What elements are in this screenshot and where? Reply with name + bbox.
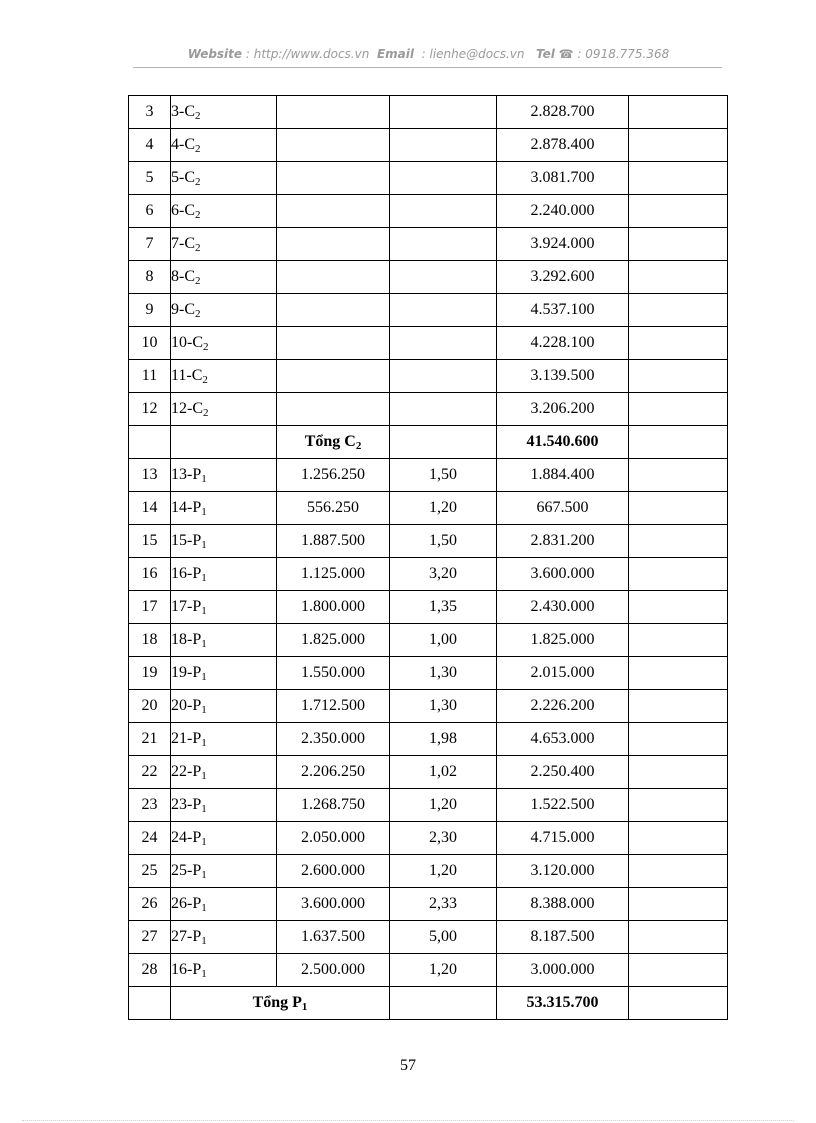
row-note	[629, 261, 728, 294]
row-coefficient: 1,50	[390, 459, 497, 492]
table-row	[129, 954, 728, 987]
row-code	[171, 525, 277, 558]
total-c2-label	[277, 426, 390, 459]
row-code	[171, 360, 277, 393]
row-code	[171, 888, 277, 921]
row-code	[171, 195, 277, 228]
row-code	[171, 756, 277, 789]
table-row	[129, 888, 728, 921]
row-coefficient: 1,98	[390, 723, 497, 756]
row-code	[171, 657, 277, 690]
row-coefficient	[390, 360, 497, 393]
table-row	[129, 756, 728, 789]
row-note	[629, 756, 728, 789]
empty-cell	[629, 426, 728, 459]
code-text: 23-P	[171, 796, 202, 813]
row-value: 3.292.600	[497, 261, 629, 294]
empty-cell	[390, 987, 497, 1020]
row-note	[629, 327, 728, 360]
row-number: 23	[129, 789, 171, 822]
row-note	[629, 360, 728, 393]
row-code	[171, 789, 277, 822]
table-row	[129, 591, 728, 624]
code-text: 5-C	[171, 169, 195, 186]
empty-cell	[171, 426, 277, 459]
row-number: 15	[129, 525, 171, 558]
table-row	[129, 360, 728, 393]
row-number: 10	[129, 327, 171, 360]
code-subscript: 1	[201, 968, 207, 980]
row-note	[629, 855, 728, 888]
total-p1-label	[171, 987, 390, 1020]
row-number: 18	[129, 624, 171, 657]
row-amount: 2.206.250	[277, 756, 390, 789]
code-text: 7-C	[171, 235, 195, 252]
row-note	[629, 723, 728, 756]
code-text: 27-P	[171, 928, 202, 945]
tel-value: : 0918.775.368	[577, 47, 670, 61]
row-value: 1.825.000	[497, 624, 629, 657]
row-number: 12	[129, 393, 171, 426]
row-code	[171, 921, 277, 954]
code-subscript: 1	[201, 869, 207, 881]
row-coefficient: 1,20	[390, 492, 497, 525]
row-note	[629, 954, 728, 987]
row-number: 5	[129, 162, 171, 195]
page-header	[136, 47, 721, 61]
code-subscript: 1	[201, 902, 207, 914]
row-number: 4	[129, 129, 171, 162]
table-row	[129, 459, 728, 492]
code-subscript: 1	[201, 737, 207, 749]
code-text: 8-C	[171, 268, 195, 285]
row-amount	[277, 129, 390, 162]
total-p1-value: 53.315.700	[497, 987, 629, 1020]
code-text: 25-P	[171, 862, 202, 879]
row-note	[629, 96, 728, 129]
code-subscript: 1	[201, 836, 207, 848]
table-row	[129, 855, 728, 888]
code-subscript: 1	[201, 572, 207, 584]
row-amount	[277, 228, 390, 261]
row-value: 4.537.100	[497, 294, 629, 327]
row-coefficient	[390, 393, 497, 426]
code-subscript: 1	[201, 638, 207, 650]
row-note	[629, 195, 728, 228]
row-code	[171, 129, 277, 162]
row-code	[171, 228, 277, 261]
phone-icon: ☎	[558, 47, 574, 61]
row-value: 2.430.000	[497, 591, 629, 624]
row-amount: 2.500.000	[277, 954, 390, 987]
total-c2-value: 41.540.600	[497, 426, 629, 459]
row-value: 3.139.500	[497, 360, 629, 393]
row-coefficient: 2,30	[390, 822, 497, 855]
website-label: Website	[187, 47, 243, 61]
table-row	[129, 690, 728, 723]
empty-cell	[129, 987, 171, 1020]
row-amount	[277, 162, 390, 195]
code-subscript: 2	[195, 275, 201, 287]
code-text: 20-P	[171, 697, 202, 714]
row-value: 4.228.100	[497, 327, 629, 360]
row-amount: 1.800.000	[277, 591, 390, 624]
row-code	[171, 690, 277, 723]
row-note	[629, 657, 728, 690]
row-note	[629, 921, 728, 954]
table-row	[129, 393, 728, 426]
row-coefficient: 1,02	[390, 756, 497, 789]
row-number: 17	[129, 591, 171, 624]
total-row-p1	[129, 987, 728, 1020]
row-amount: 2.350.000	[277, 723, 390, 756]
page-number: 57	[400, 1057, 416, 1074]
code-text: 3-C	[171, 103, 195, 120]
row-number: 14	[129, 492, 171, 525]
row-amount: 1.712.500	[277, 690, 390, 723]
row-number: 24	[129, 822, 171, 855]
empty-cell	[629, 987, 728, 1020]
row-amount: 2.600.000	[277, 855, 390, 888]
table-row	[129, 129, 728, 162]
table-row	[129, 162, 728, 195]
code-text: 18-P	[171, 631, 202, 648]
row-coefficient: 1,20	[390, 954, 497, 987]
email-value: : lienhe@docs.vn	[421, 47, 525, 61]
table-row	[129, 921, 728, 954]
row-coefficient	[390, 162, 497, 195]
row-note	[629, 690, 728, 723]
row-code	[171, 261, 277, 294]
total-row-c2	[129, 426, 728, 459]
row-value: 667.500	[497, 492, 629, 525]
total-label-text: Tổng P	[252, 994, 302, 1011]
row-amount: 1.256.250	[277, 459, 390, 492]
row-value: 3.000.000	[497, 954, 629, 987]
row-code	[171, 294, 277, 327]
row-number: 9	[129, 294, 171, 327]
code-subscript: 1	[201, 803, 207, 815]
row-amount: 1.637.500	[277, 921, 390, 954]
code-subscript: 2	[195, 209, 201, 221]
table-row	[129, 327, 728, 360]
row-value: 8.388.000	[497, 888, 629, 921]
table-row	[129, 294, 728, 327]
row-value: 4.715.000	[497, 822, 629, 855]
table-row	[129, 789, 728, 822]
header-divider	[133, 67, 722, 68]
code-text: 21-P	[171, 730, 202, 747]
row-number: 22	[129, 756, 171, 789]
code-text: 17-P	[171, 598, 202, 615]
row-number: 3	[129, 96, 171, 129]
code-text: 4-C	[171, 136, 195, 153]
code-text: 14-P	[171, 499, 202, 516]
row-value: 2.015.000	[497, 657, 629, 690]
code-subscript: 2	[195, 110, 201, 122]
code-subscript: 1	[201, 935, 207, 947]
empty-cell	[390, 426, 497, 459]
row-coefficient: 1,20	[390, 789, 497, 822]
row-value: 2.828.700	[497, 96, 629, 129]
code-text: 11-C	[171, 367, 203, 384]
table-row	[129, 822, 728, 855]
row-number: 27	[129, 921, 171, 954]
row-value: 3.206.200	[497, 393, 629, 426]
row-coefficient	[390, 96, 497, 129]
table-row	[129, 261, 728, 294]
table-row	[129, 624, 728, 657]
empty-cell	[129, 426, 171, 459]
row-amount: 1.825.000	[277, 624, 390, 657]
row-coefficient	[390, 195, 497, 228]
total-label-subscript: 1	[301, 1001, 308, 1013]
row-value: 2.831.200	[497, 525, 629, 558]
website-value: : http://www.docs.vn	[245, 47, 370, 61]
row-code	[171, 822, 277, 855]
row-value: 1.884.400	[497, 459, 629, 492]
row-note	[629, 624, 728, 657]
row-amount: 1.125.000	[277, 558, 390, 591]
row-value: 4.653.000	[497, 723, 629, 756]
row-coefficient: 5,00	[390, 921, 497, 954]
row-note	[629, 591, 728, 624]
row-code	[171, 624, 277, 657]
code-text: 15-P	[171, 532, 202, 549]
row-coefficient: 1,20	[390, 855, 497, 888]
row-number: 21	[129, 723, 171, 756]
table-row	[129, 228, 728, 261]
row-coefficient: 1,30	[390, 690, 497, 723]
row-coefficient: 1,50	[390, 525, 497, 558]
code-text: 19-P	[171, 664, 202, 681]
code-text: 9-C	[171, 301, 195, 318]
code-text: 10-C	[171, 334, 203, 351]
code-text: 24-P	[171, 829, 202, 846]
code-subscript: 2	[195, 176, 201, 188]
total-label-subscript: 2	[355, 440, 362, 452]
row-coefficient	[390, 129, 497, 162]
row-coefficient: 2,33	[390, 888, 497, 921]
tel-label: Tel	[535, 47, 555, 61]
code-subscript: 2	[195, 143, 201, 155]
row-coefficient	[390, 294, 497, 327]
table-row	[129, 492, 728, 525]
row-coefficient: 1,35	[390, 591, 497, 624]
row-coefficient	[390, 261, 497, 294]
row-code	[171, 162, 277, 195]
row-note	[629, 525, 728, 558]
code-subscript: 1	[201, 473, 207, 485]
row-note	[629, 492, 728, 525]
row-code	[171, 723, 277, 756]
row-code	[171, 492, 277, 525]
code-subscript: 1	[201, 506, 207, 518]
row-coefficient: 1,30	[390, 657, 497, 690]
row-note	[629, 558, 728, 591]
row-note	[629, 228, 728, 261]
row-coefficient: 1,00	[390, 624, 497, 657]
row-value: 1.522.500	[497, 789, 629, 822]
table-row	[129, 96, 728, 129]
row-number: 11	[129, 360, 171, 393]
row-value: 2.240.000	[497, 195, 629, 228]
row-value: 3.600.000	[497, 558, 629, 591]
code-subscript: 2	[203, 341, 209, 353]
code-subscript: 1	[201, 539, 207, 551]
row-note	[629, 129, 728, 162]
code-text: 16-P	[171, 565, 202, 582]
row-note	[629, 888, 728, 921]
row-amount: 1.550.000	[277, 657, 390, 690]
row-value: 2.226.200	[497, 690, 629, 723]
row-amount: 1.268.750	[277, 789, 390, 822]
row-value: 2.250.400	[497, 756, 629, 789]
row-amount	[277, 393, 390, 426]
row-code	[171, 591, 277, 624]
row-number: 28	[129, 954, 171, 987]
row-number: 6	[129, 195, 171, 228]
row-amount	[277, 96, 390, 129]
row-code	[171, 855, 277, 888]
code-text: 13-P	[171, 466, 202, 483]
row-number: 7	[129, 228, 171, 261]
row-note	[629, 294, 728, 327]
bottom-divider	[22, 1120, 794, 1121]
row-value: 3.120.000	[497, 855, 629, 888]
row-amount: 2.050.000	[277, 822, 390, 855]
table-row	[129, 657, 728, 690]
code-subscript: 1	[201, 770, 207, 782]
row-value: 2.878.400	[497, 129, 629, 162]
row-number: 19	[129, 657, 171, 690]
code-subscript: 2	[203, 407, 209, 419]
row-value: 3.081.700	[497, 162, 629, 195]
row-coefficient	[390, 327, 497, 360]
row-note	[629, 789, 728, 822]
row-coefficient	[390, 228, 497, 261]
row-amount	[277, 360, 390, 393]
row-value: 8.187.500	[497, 921, 629, 954]
code-text: 6-C	[171, 202, 195, 219]
code-subscript: 2	[195, 242, 201, 254]
row-number: 13	[129, 459, 171, 492]
row-note	[629, 393, 728, 426]
table-row	[129, 558, 728, 591]
total-label-text: Tổng C	[304, 433, 356, 450]
row-code	[171, 954, 277, 987]
code-subscript: 1	[201, 671, 207, 683]
code-subscript: 2	[195, 308, 201, 320]
row-code	[171, 459, 277, 492]
table-row	[129, 195, 728, 228]
row-number: 16	[129, 558, 171, 591]
code-subscript: 1	[201, 605, 207, 617]
row-number: 25	[129, 855, 171, 888]
row-code	[171, 327, 277, 360]
row-code	[171, 558, 277, 591]
row-note	[629, 459, 728, 492]
table-row	[129, 723, 728, 756]
row-coefficient: 3,20	[390, 558, 497, 591]
row-amount	[277, 261, 390, 294]
row-number: 26	[129, 888, 171, 921]
data-table	[128, 95, 728, 1020]
code-subscript: 2	[202, 374, 208, 386]
row-amount: 556.250	[277, 492, 390, 525]
row-code	[171, 96, 277, 129]
code-text: 12-C	[171, 400, 203, 417]
row-amount: 3.600.000	[277, 888, 390, 921]
row-amount	[277, 294, 390, 327]
row-number: 8	[129, 261, 171, 294]
row-code	[171, 393, 277, 426]
row-note	[629, 162, 728, 195]
row-amount	[277, 195, 390, 228]
table-row	[129, 525, 728, 558]
row-number: 20	[129, 690, 171, 723]
code-text: 22-P	[171, 763, 202, 780]
row-note	[629, 822, 728, 855]
email-label: Email	[376, 47, 414, 61]
row-amount: 1.887.500	[277, 525, 390, 558]
row-value: 3.924.000	[497, 228, 629, 261]
code-subscript: 1	[201, 704, 207, 716]
code-text: 26-P	[171, 895, 202, 912]
row-amount	[277, 327, 390, 360]
code-text: 16-P	[171, 961, 202, 978]
